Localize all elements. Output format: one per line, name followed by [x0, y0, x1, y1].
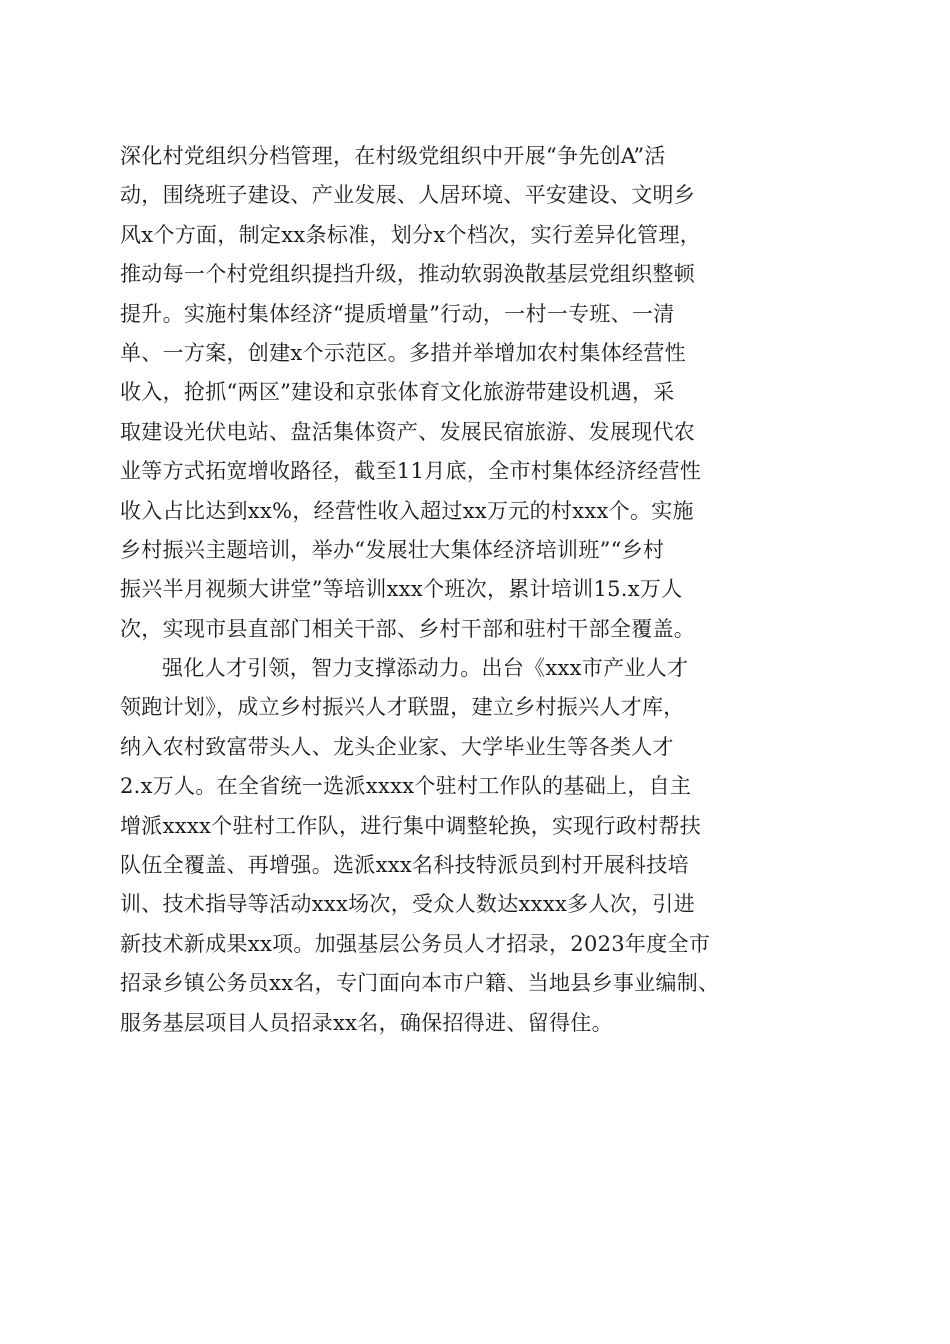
- text-line: 队伍全覆盖、再增强。选派xxx名科技特派员到村开展科技培: [120, 853, 689, 878]
- paragraph: [120, 649, 840, 1043]
- text-line: 风x个方面，制定xx条标准，划分x个档次，实行差异化管理，: [120, 222, 702, 247]
- text-line: 业等方式拓宽增收路径，截至11月底，全市村集体经济经营性: [120, 459, 702, 484]
- text-line: 次，实现市县直部门相关干部、乡村干部和驻村干部全覆盖。: [120, 616, 696, 641]
- text-line: 2.x万人。在全省统一选派xxxx个驻村工作队的基础上，自主: [120, 774, 692, 799]
- paragraph: [120, 137, 840, 649]
- text-line: 领跑计划》，成立乡村振兴人才联盟，建立乡村振兴人才库，: [120, 695, 685, 720]
- text-line: 动，围绕班子建设、产业发展、人居环境、平安建设、文明乡: [120, 183, 696, 208]
- text-line: 深化村党组织分档管理，在村级党组织中开展“争先创A”活: [120, 144, 666, 168]
- text-line: 新技术新成果xx项。加强基层公务员人才招录，2023年度全市: [120, 931, 711, 956]
- text-line: 服务基层项目人员招录xx名，确保招得进、留得住。: [120, 1010, 613, 1035]
- text-line: 强化人才引领，智力支撑添动力。出台《xxx市产业人才: [162, 656, 689, 681]
- text-line: 招录乡镇公务员xx名，专门面向本市户籍、当地县乡事业编制、: [120, 971, 720, 996]
- text-line: 纳入农村致富带头人、龙头企业家、大学毕业生等各类人才: [120, 734, 674, 759]
- text-line: 乡村振兴主题培训，举办“发展壮大集体经济培训班”“乡村: [120, 537, 665, 562]
- text-line: 单、一方案，创建x个示范区。多措并举增加农村集体经营性: [120, 340, 686, 365]
- text-line: 训、技术指导等活动xxx场次，受众人数达xxxx多人次，引进: [120, 892, 695, 917]
- text-line: 振兴半月视频大讲堂”等培训xxx个班次，累计培训15.x万人: [120, 577, 683, 602]
- text-line: 收入，抢抓“两区”建设和京张体育文化旅游带建设机遇，采: [120, 380, 675, 405]
- document-body: [120, 137, 840, 1043]
- text-line: 提升。实施村集体经济“提质增量”行动，一村一专班、一清: [120, 301, 675, 326]
- text-line: 取建设光伏电站、盘活集体资产、发展民宿旅游、发展现代农: [120, 419, 696, 444]
- text-line: 增派xxxx个驻村工作队，进行集中调整轮换，实现行政村帮扶: [120, 813, 702, 838]
- text-line: 收入占比达到xx%，经营性收入超过xx万元的村xxx个。实施: [120, 498, 694, 523]
- text-line: 推动每一个村党组织提挡升级，推动软弱涣散基层党组织整顿: [120, 262, 696, 287]
